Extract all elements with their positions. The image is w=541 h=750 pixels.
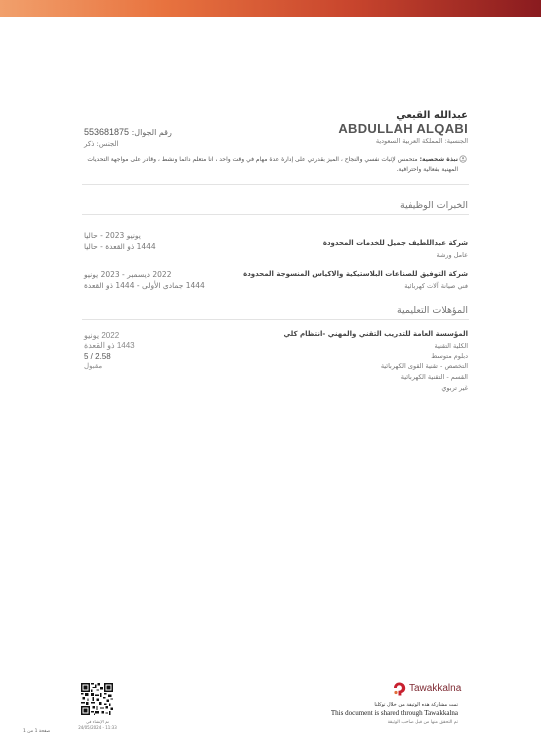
nationality: الجنسية: المملكة العربية السعودية	[375, 137, 468, 145]
experience-period-hijri: 1444 ذو القعدة - حاليا	[84, 242, 156, 251]
bio-text: متحمس لإثبات نفسي والنجاح ، الميز بقدرتي على إدارة عدة مهام في وقت واحد ، انا متعلم دائما ونشط ، وقادر على مواجهة التحديات المهنية بفعالية واحترافية.	[87, 156, 458, 173]
education-year-gregorian: 2022 يونيو	[84, 331, 120, 340]
name-english: ABDULLAH ALQABI	[338, 121, 468, 136]
education-type: غير تربوي	[441, 384, 468, 392]
shared-through-english: This document is shared through Tawakkalna	[330, 709, 458, 717]
shared-through-arabic: تمت مشاركة هذه الوثيقة من خلال توكلنا	[374, 702, 458, 708]
experience-title: الخبرات الوظيفية	[399, 200, 468, 211]
section-divider	[82, 214, 469, 215]
education-college: الكلية التقنية	[434, 342, 468, 350]
tawakkalna-logo-icon	[393, 682, 406, 696]
education-year-hijri: 1443 ذو القعدة	[84, 341, 135, 350]
education-title: المؤهلات التعليمية	[396, 305, 468, 316]
education-department: القسم - التقنية الكهربائية	[400, 373, 468, 381]
bio-label: نبذة شخصية:	[419, 156, 458, 163]
experience-period-hijri: 1444 جمادى الأولى - 1444 ذو القعدة	[84, 281, 205, 290]
experience-company: شركة عبداللطيف جميل للخدمات المحدودة	[322, 239, 468, 247]
qr-code-icon	[81, 683, 113, 715]
education-major: التخصص - تقنية القوى الكهربائية	[380, 362, 468, 370]
tawakkalna-logo	[393, 682, 461, 696]
education-gpa: 5 / 2.58	[84, 352, 111, 361]
experience-role: عامل ورشة	[436, 251, 468, 259]
mobile-number: 553681875	[84, 127, 130, 137]
section-divider	[82, 319, 469, 320]
divider	[82, 184, 469, 185]
experience-period-gregorian: 2022 ديسمبر - 2023 يونيو	[84, 270, 172, 279]
bio-icon	[459, 155, 468, 164]
mobile-label: رقم الجوال:	[131, 128, 172, 137]
page-number: صفحة 1 من 1	[23, 729, 51, 734]
bio-paragraph	[82, 155, 458, 175]
qr-caption: تم الإنشاء في	[86, 719, 109, 724]
experience-role: فني صيانة آلات كهربائية	[404, 282, 468, 290]
experience-company: شركة التوفيق للصناعات البلاستيكية والاكياس المنسوجة المحدودة	[243, 270, 468, 278]
logo-text: Tawakkalna	[409, 683, 462, 694]
education-institution: المؤسسة العامة للتدريب التقني والمهني -انتظام كلي	[283, 330, 468, 338]
verification-note: تم التحقق منها من قبل صاحب الوثيقة	[387, 720, 458, 725]
gender: الجنس: ذكر	[84, 140, 119, 148]
education-degree: دبلوم متوسط	[431, 352, 468, 360]
qr-timestamp: 24/05/2024 - 11:33	[78, 725, 117, 730]
experience-period-gregorian: يونيو 2023 - حاليا	[84, 231, 141, 240]
name-arabic: عبدالله القبعي	[396, 110, 468, 121]
education-grade: مقبول	[84, 363, 103, 370]
mobile-field	[84, 127, 172, 137]
